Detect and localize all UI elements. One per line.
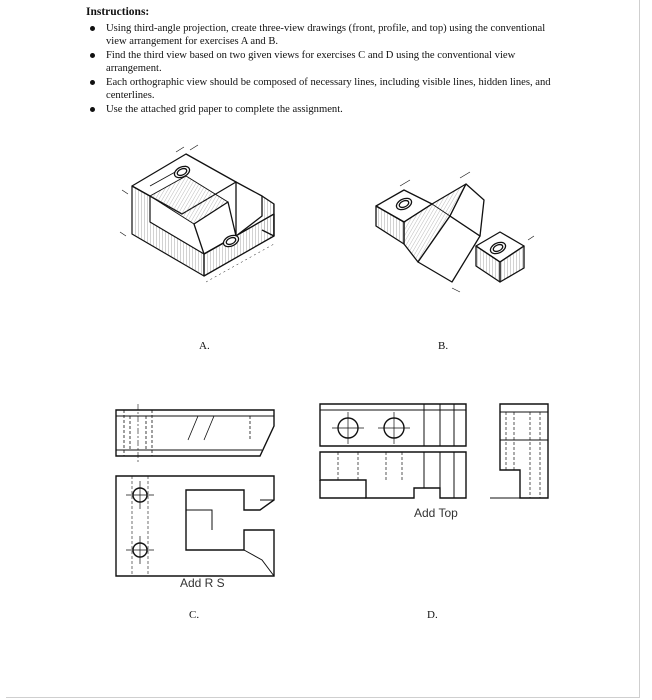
exercise-c-views bbox=[116, 404, 274, 576]
exercise-a-label: A. bbox=[199, 340, 210, 352]
instruction-item: Each orthographic view should be composed of necessary lines, including visible lines, hidden lines, and centerlines. bbox=[86, 76, 566, 102]
exercise-d-views bbox=[320, 404, 548, 498]
exercise-d-note: Add Top bbox=[414, 506, 458, 520]
exercise-b-label: B. bbox=[438, 340, 449, 352]
instructions-heading: Instructions: bbox=[86, 6, 150, 18]
exercise-d-label: D. bbox=[427, 609, 438, 621]
exercise-c-label: C. bbox=[189, 609, 200, 621]
exercise-c-note: Add R S bbox=[180, 576, 225, 590]
instruction-item: Find the third view based on two given views for exercises C and D using the conventional view arrangement. bbox=[86, 49, 566, 75]
exercise-b-isometric bbox=[376, 172, 534, 292]
exercise-a-isometric bbox=[120, 145, 274, 282]
instruction-item: Using third-angle projection, create three-view drawings (front, profile, and top) using the conventional view arrangement for exercises A and B. bbox=[86, 22, 566, 48]
instruction-item: Use the attached grid paper to complete the assignment. bbox=[86, 103, 566, 116]
